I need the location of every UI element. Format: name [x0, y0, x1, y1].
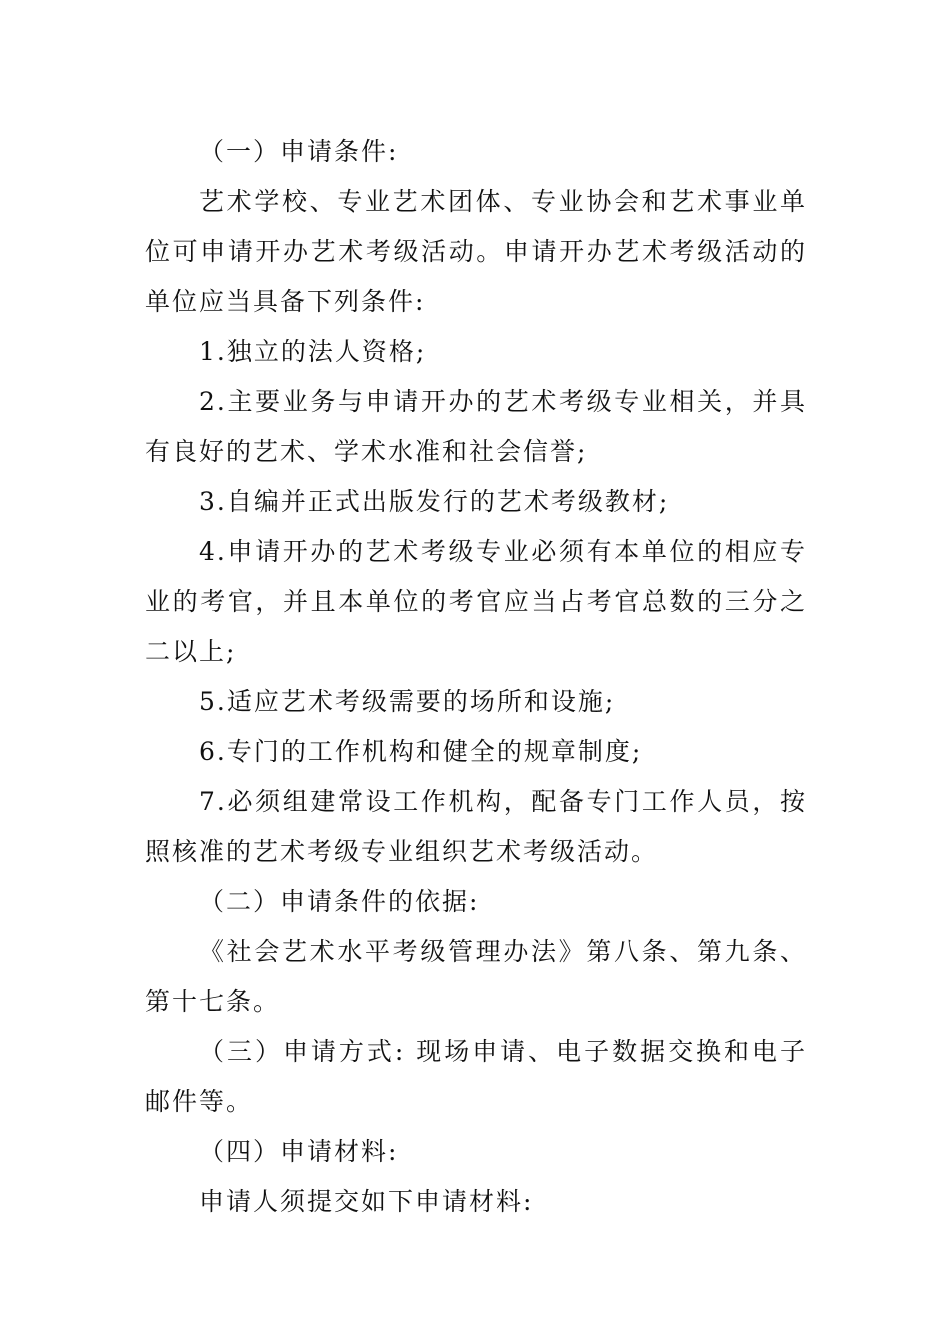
section-heading-legal-basis: （二）申请条件的依据:: [199, 887, 480, 916]
condition-item-3: 3.自编并正式出版发行的艺术考级教材;: [199, 487, 670, 516]
document-body: [145, 127, 807, 1227]
condition-item-5: 5.适应艺术考级需要的场所和设施;: [199, 687, 616, 716]
condition-item-2: 2.主要业务与申请开办的艺术考级专业相关，并具有良好的艺术、学术水准和社会信誉;: [145, 387, 807, 466]
paragraph-legal-basis: 《社会艺术水平考级管理办法》第八条、第九条、第十七条。: [145, 937, 807, 1016]
section-heading-application-method: （三）申请方式: 现场申请、电子数据交换和电子邮件等。: [145, 1037, 807, 1116]
paragraph-materials-intro: 申请人须提交如下申请材料:: [199, 1187, 534, 1216]
condition-item-6: 6.专门的工作机构和健全的规章制度;: [199, 737, 643, 766]
condition-item-1: 1.独立的法人资格;: [199, 337, 427, 366]
paragraph-eligible-applicants: 艺术学校、专业艺术团体、专业协会和艺术事业单位可申请开办艺术考级活动。申请开办艺术考级活动的单位应当具备下列条件:: [145, 187, 807, 316]
condition-item-7: 7.必须组建常设工作机构，配备专门工作人员，按照核准的艺术考级专业组织艺术考级活动。: [145, 787, 807, 866]
condition-item-4: 4.申请开办的艺术考级专业必须有本单位的相应专业的考官，并且本单位的考官应当占考官总数的三分之二以上;: [145, 537, 807, 666]
section-heading-application-materials: （四）申请材料:: [199, 1137, 399, 1166]
section-heading-application-conditions: （一）申请条件:: [199, 137, 399, 166]
